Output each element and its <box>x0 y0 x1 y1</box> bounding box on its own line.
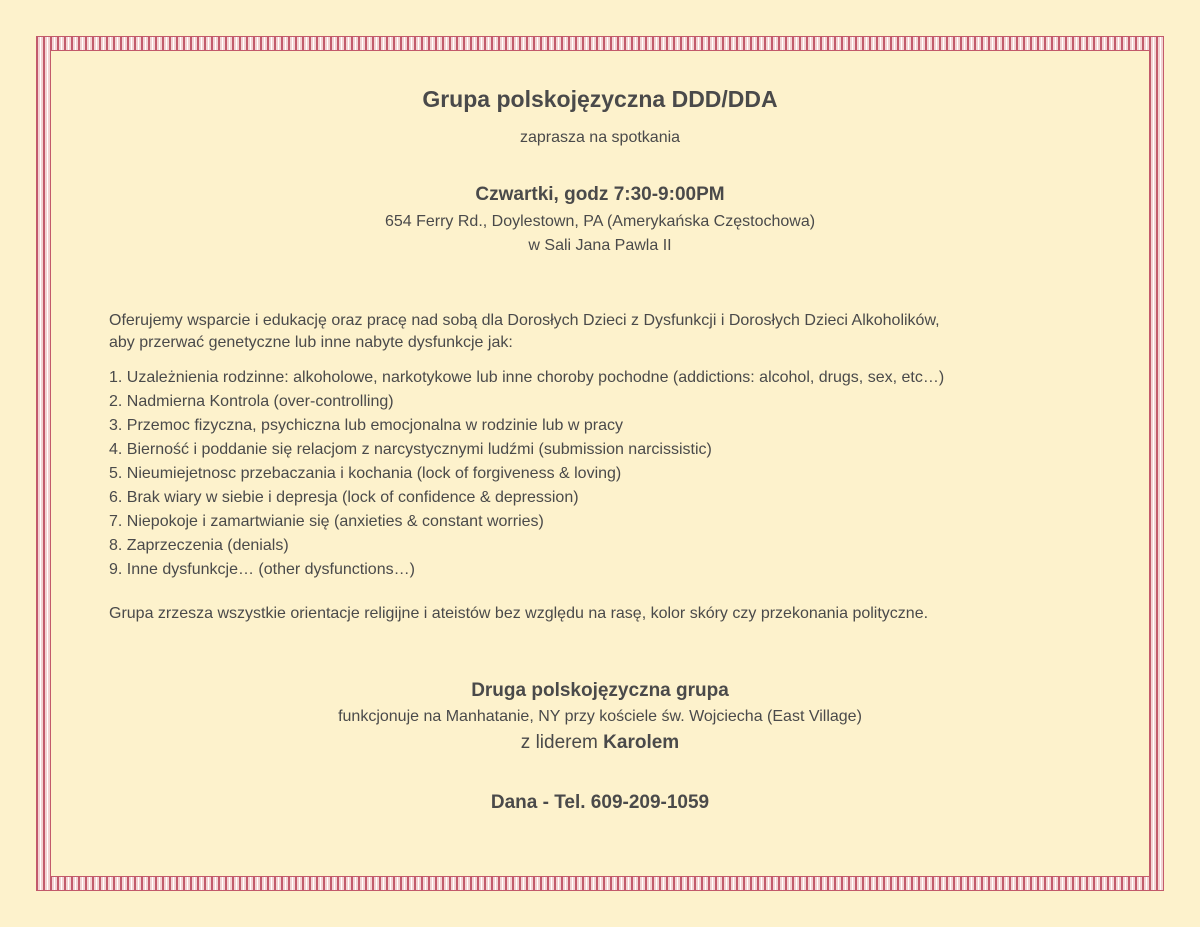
list-item: 4. Bierność i poddanie się relacjom z narcystycznymi ludźmi (submission narcissistic) <box>109 441 712 458</box>
intro-line-2: aby przerwać genetyczne lub inne nabyte dysfunkcje jak: <box>109 334 513 351</box>
second-group-leader <box>60 732 1140 754</box>
leader-name: Karolem <box>603 732 680 753</box>
invite-subtitle: zaprasza na spotkania <box>519 129 681 146</box>
meeting-room: w Sali Jana Pawla II <box>528 237 672 254</box>
inclusion-statement: Grupa zrzesza wszystkie orientacje religijne i ateistów bez względu na rasę, kolor skóry czy przekonania polityczne. <box>109 605 929 622</box>
flyer-content <box>60 60 1140 860</box>
list-item: 7. Niepokoje i zamartwianie się (anxieties & constant worries) <box>109 513 544 530</box>
second-group-description: funkcjonuje na Manhatanie, NY przy kościele św. Wojciecha (East Village) <box>338 708 862 725</box>
meeting-address: 654 Ferry Rd., Doylestown, PA (Amerykańska Częstochowa) <box>384 213 816 230</box>
list-item: 6. Brak wiary w siebie i depresja (lock of confidence & depression) <box>109 489 579 506</box>
leader-prefix: z liderem <box>520 732 598 753</box>
dysfunction-list <box>109 366 1129 582</box>
list-item: 8. Zaprzeczenia (denials) <box>109 537 289 554</box>
list-item: 2. Nadmierna Kontrola (over-controlling) <box>109 393 394 410</box>
meeting-time: Czwartki, godz 7:30-9:00PM <box>475 184 725 205</box>
list-item: 1. Uzależnienia rodzinne: alkoholowe, narkotykowe lub inne choroby pochodne (addictions: alcohol, drugs, sex, etc…) <box>109 369 945 386</box>
list-item: 5. Nieumiejetnosc przebaczania i kochania (lock of forgiveness & loving) <box>109 465 622 482</box>
intro-paragraph <box>109 310 1129 354</box>
list-item: 9. Inne dysfunkcje… (other dysfunctions…) <box>109 561 415 578</box>
second-group-title: Druga polskojęzyczna grupa <box>471 680 729 701</box>
page-title: Grupa polskojęzyczna DDD/DDA <box>422 86 778 112</box>
list-item: 3. Przemoc fizyczna, psychiczna lub emocjonalna w rodzinie lub w pracy <box>109 417 624 434</box>
contact-phone: Dana - Tel. 609-209-1059 <box>490 792 710 813</box>
intro-line-1: Oferujemy wsparcie i edukację oraz pracę nad sobą dla Dorosłych Dzieci z Dysfunkcji i Dorosłych Dzieci Alkoholików, <box>109 312 940 329</box>
